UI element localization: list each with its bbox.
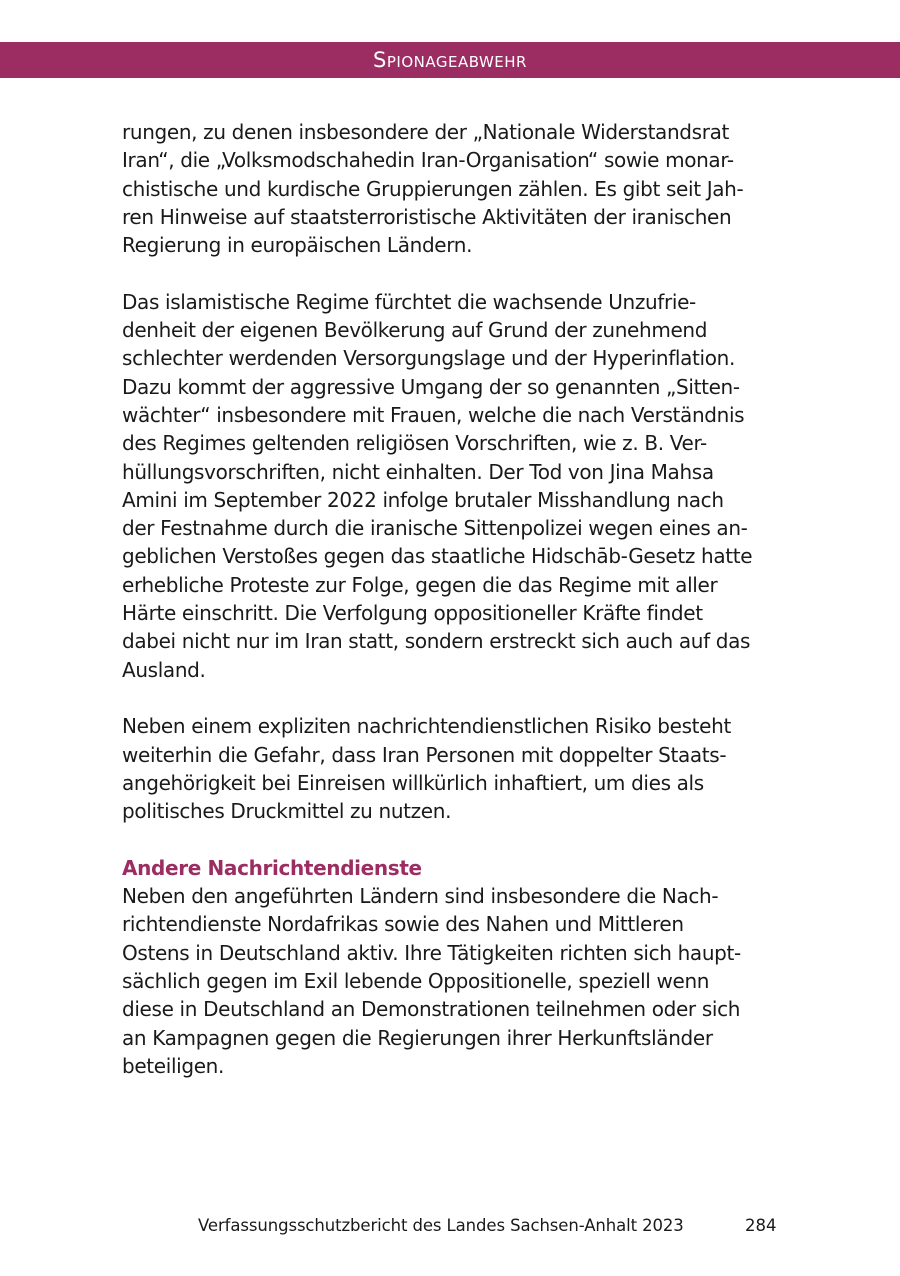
paragraph-iran-regime: Das islamistische Regime fürchtet die wachsende Unzufrie- denheit der eigenen Bevölkerung auf Grund der zunehmend schlechter werdenden Versorgungslage und der Hyperinflation. Dazu kommt der aggressive Umgang der so genannten „Sitten- wächter“ insbesondere mit Frauen, welche die nach Verständnis des Regimes geltenden religiösen Vorschriften, wie z. B. Ver- hüllungsvorschriften, nicht einhalten. Der Tod von Jina Mahsa Amini im September 2022 infolge brutaler Misshandlung nach der Festnahme durch die iranische Sittenpolizei wegen eines an- geblichen Verstoßes gegen das staatliche Hidschāb-Gesetz hatte erhebliche Proteste zur Folge, gegen die das Regime mit aller Härte einschritt. Die Verfolgung oppositioneller Kräfte findet dabei nicht nur im Iran statt, sondern erstreckt sich auch auf das Ausland. xyxy=(122,289,753,682)
footer-publication: Verfassungsschutzbericht des Landes Sachsen-Anhalt 2023 xyxy=(198,1216,684,1235)
section-header-band xyxy=(0,42,900,78)
subheading-other-services: Andere Nachrichtendienste xyxy=(122,855,422,880)
paragraph-other-services: Neben den angeführten Ländern sind insbesondere die Nach- richtendienste Nordafrikas sowie des Nahen und Mittleren Ostens in Deutschland aktiv. Ihre Tätigkeiten richten sich haupt- sächlich gegen im Exil lebende Oppositionelle, speziell wenn diese in Deutschland an Demonstrationen teilnehmen oder sich an Kampagnen gegen die Regierungen ihrer Herkunftsländer beteiligen. xyxy=(122,884,741,1078)
paragraph-iran-opposition: rungen, zu denen insbesondere der „Nationale Widerstandsrat Iran“, die „Volksmodschahedin Iran-Organisation“ sowie monar- chistische und kurdische Gruppierungen zählen. Es gibt seit Jah- ren Hinweise auf staatsterroristische Aktivitäten der iranischen Regierung in europäischen Ländern. xyxy=(122,120,744,258)
main-text xyxy=(122,118,792,1108)
section-title: Spionageabwehr xyxy=(373,48,527,72)
paragraph-iran-risk: Neben einem expliziten nachrichtendienstlichen Risiko besteht weiterhin die Gefahr, dass Iran Personen mit doppelter Staats- angehörigkeit bei Einreisen willkürlich inhaftiert, um dies als politisches Druckmittel zu nutzen. xyxy=(122,714,731,824)
page-number: 284 xyxy=(745,1216,777,1235)
